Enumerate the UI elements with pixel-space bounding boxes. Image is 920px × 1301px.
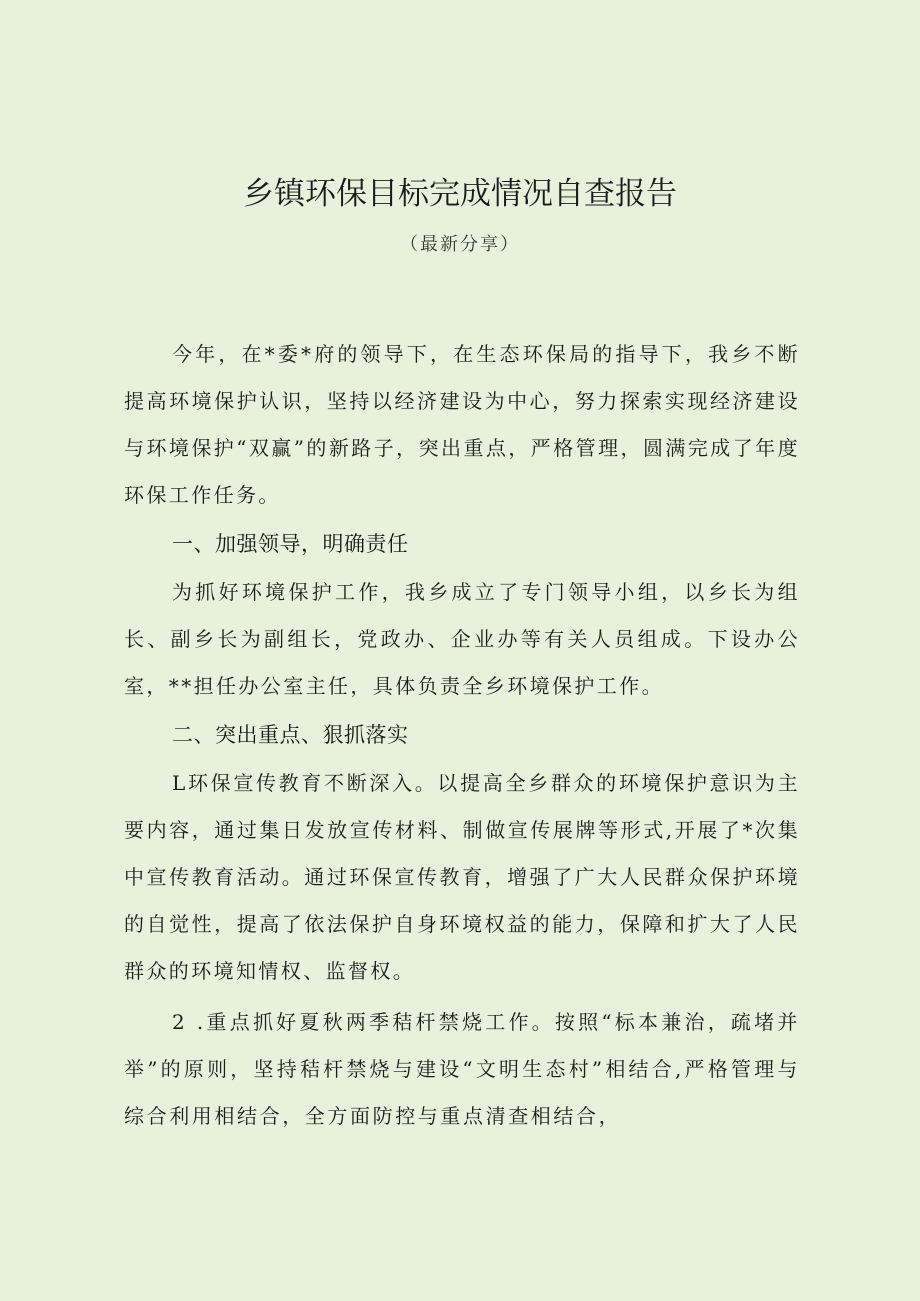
document-title: 乡镇环保目标完成情况自查报告 bbox=[243, 176, 677, 212]
section-heading-2: 二、突出重点、狠抓落实 bbox=[172, 723, 409, 747]
document-subtitle: （最新分享） bbox=[400, 234, 520, 255]
section-heading-1: 一、加强领导，明确责任 bbox=[172, 532, 409, 556]
section-2-item-1-paragraph: L环保宣传教育不断深入。以提高全乡群众的环境保护意识为主要内容，通过集日发放宣传材料、制做宣传展牌等形式,开展了*次集中宣传教育活动。通过环保宣传教育，增强了广大人民群众保护环境的自觉性，提高了依法保护自身环境权益的能力，保障和扩大了人民群众的环境知情权、监督权。 bbox=[124, 771, 800, 983]
intro-paragraph: 今年，在*委*府的领导下，在生态环保局的指导下，我乡不断提高环境保护认识，坚持以经济建设为中心，努力探索实现经济建设与环境保护“双赢”的新路子，突出重点，严格管理，圆满完成了年度环保工作任务。 bbox=[124, 342, 800, 507]
section-2-item-2-paragraph: 2 .重点抓好夏秋两季秸杆禁烧工作。按照“标本兼治，疏堵并举”的原则，坚持秸杆禁烧与建设“文明生态村”相结合,严格管理与综合利用相结合，全方面防控与重点清查相结合， bbox=[124, 1010, 800, 1128]
section-1-paragraph: 为抓好环境保护工作，我乡成立了专门领导小组，以乡长为组长、副乡长为副组长，党政办、企业办等有关人员组成。下设办公室，**担任办公室主任，具体负责全乡环境保护工作。 bbox=[124, 580, 800, 698]
document-body bbox=[124, 331, 800, 1140]
